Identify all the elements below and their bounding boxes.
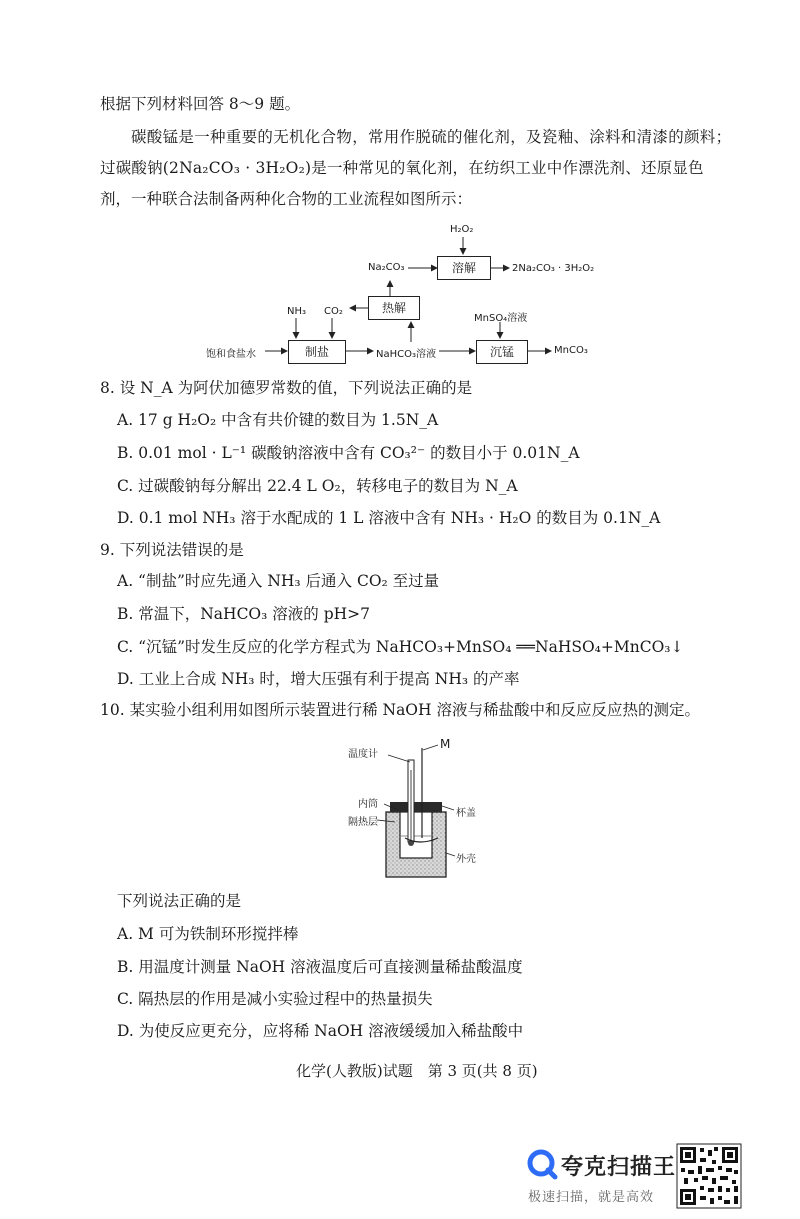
label-shell: 外壳 [456, 854, 476, 865]
label-nh3: NH₃ [287, 306, 307, 317]
label-mnco3: MnCO₃ [554, 345, 588, 356]
q9-option-d: D. 工业上合成 NH₃ 时，增大压强有利于提高 NH₃ 的产率 [117, 670, 520, 688]
label-h2o2: H₂O₂ [450, 224, 474, 235]
page-footer: 化学(人教版)试题 第 3 页(共 8 页) [296, 1062, 538, 1080]
q10-option-a: A. M 可为铁制环形搅拌棒 [117, 925, 299, 943]
label-na2co3: Na₂CO₃ [368, 262, 405, 273]
q8-option-a: A. 17 g H₂O₂ 中含有共价键的数目为 1.5N_A [117, 411, 439, 429]
label-thermometer: 温度计 [348, 749, 378, 760]
q10-option-c: C. 隔热层的作用是减小实验过程中的热量损失 [117, 990, 433, 1008]
q9-stem: 9. 下列说法错误的是 [100, 541, 244, 559]
label-mnso4: MnSO₄溶液 [474, 313, 528, 324]
q9-option-b: B. 常温下，NaHCO₃ 溶液的 pH>7 [117, 605, 370, 623]
label-inner: 内筒 [358, 799, 378, 810]
label-insulation: 隔热层 [348, 817, 378, 828]
label-product: 2Na₂CO₃ · 3H₂O₂ [512, 263, 595, 274]
q8-option-c: C. 过碳酸钠每分解出 22.4 L O₂，转移电子的数目为 N_A [117, 477, 518, 495]
label-lid: 杯盖 [456, 808, 476, 819]
q10-option-d: D. 为使反应更充分，应将稀 NaOH 溶液缓缓加入稀盐酸中 [117, 1022, 524, 1040]
material-line-1: 碳酸锰是一种重要的无机化合物，常用作脱硫的催化剂，及瓷釉、涂料和清漆的颜料； [131, 128, 732, 146]
intro-text: 根据下列材料回答 8～9 题。 [100, 95, 301, 113]
box-mn: 沉锰 [476, 340, 528, 364]
q8-option-d: D. 0.1 mol NH₃ 溶于水配成的 1 L 溶液中含有 NH₃ · H₂O 的数目为 0.1N_A [117, 509, 661, 527]
label-nahco3: NaHCO₃溶液 [376, 349, 436, 360]
q8-option-b: B. 0.01 mol · L⁻¹ 碳酸钠溶液中含有 CO₃²⁻ 的数目小于 0.01N_A [117, 444, 580, 462]
material-line-2: 过碳酸钠(2Na₂CO₃ · 3H₂O₂)是一种常见的氧化剂，在纺织工业中作漂洗剂、还原显色 [100, 159, 704, 177]
brand-slogan: 极速扫描，就是高效 [528, 1190, 655, 1205]
material-line-3: 剂，一种联合法制备两种化合物的工业流程如图所示： [100, 190, 473, 208]
box-salt: 制盐 [288, 340, 346, 364]
q9-option-c: C. “沉锰”时发生反应的化学方程式为 NaHCO₃+MnSO₄ ══NaHSO₄+MnCO₃↓ [117, 638, 684, 656]
q10-option-b: B. 用温度计测量 NaOH 溶液温度后可直接测量稀盐酸温度 [117, 958, 523, 976]
label-m: M [440, 737, 451, 751]
box-pyrolysis: 热解 [368, 296, 420, 320]
brand-name: 夸克扫描王 [561, 1155, 677, 1180]
q9-option-a: A. “制盐”时应先通入 NH₃ 后通入 CO₂ 至过量 [117, 572, 440, 590]
label-brine: 饱和食盐水 [206, 349, 256, 360]
q8-stem: 8. 设 N_A 为阿伏加德罗常数的值，下列说法正确的是 [100, 379, 473, 397]
label-co2: CO₂ [324, 306, 343, 317]
q10-stem: 10. 某实验小组利用如图所示装置进行稀 NaOH 溶液与稀盐酸中和反应反应热的测定。 [100, 701, 700, 719]
q10-sub-stem: 下列说法正确的是 [117, 892, 242, 910]
box-dissolve: 溶解 [437, 256, 491, 280]
